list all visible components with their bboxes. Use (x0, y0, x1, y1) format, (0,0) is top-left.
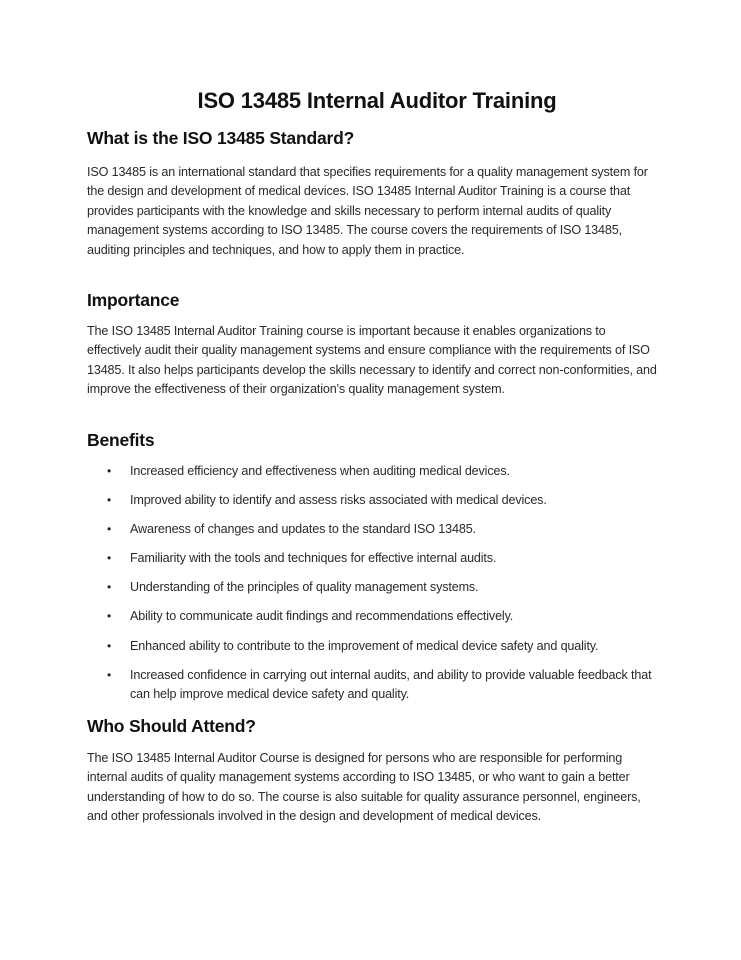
list-item (87, 462, 662, 481)
bullet-icon: • (107, 638, 112, 653)
paragraph-importance: The ISO 13485 Internal Auditor Training course is important because it enables organizations to effectively audit their quality management systems and ensure compliance with the requirements of ISO 13485. It also helps participants develop the skills necessary to identify and correct non-conformities, and improve the effectiveness of their organization's quality management system. (87, 324, 657, 397)
paragraph-what-is-standard: ISO 13485 is an international standard that specifies requirements for a quality management system for the design and development of medical devices. ISO 13485 Internal Auditor Training is a course that provides participants with the knowledge and skills necessary to perform internal audits of quality management systems according to ISO 13485. The course covers the requirements of ISO 13485, auditing principles and techniques, and how to apply them in practice. (87, 165, 648, 257)
list-item-text: Awareness of changes and updates to the standard ISO 13485. (130, 522, 476, 537)
list-item (87, 520, 662, 539)
list-item-text: Increased confidence in carrying out internal audits, and ability to provide valuable feedback that can help improve medical device safety and quality. (130, 667, 652, 702)
list-item (87, 666, 662, 705)
bullet-icon: • (107, 580, 112, 595)
list-item-text: Familiarity with the tools and techniques for effective internal audits. (130, 551, 497, 566)
bullet-icon: • (107, 667, 112, 682)
heading-benefits: Benefits (87, 430, 155, 450)
list-item-text: Increased efficiency and effectiveness when auditing medical devices. (130, 464, 510, 478)
bullet-icon: • (107, 464, 112, 478)
list-item-text: Enhanced ability to contribute to the improvement of medical device safety and quality. (130, 638, 599, 653)
bullet-icon: • (107, 551, 112, 566)
heading-what-is-standard: What is the ISO 13485 Standard? (87, 128, 355, 148)
bullet-icon: • (107, 522, 112, 537)
list-item-text: Improved ability to identify and assess risks associated with medical devices. (130, 493, 547, 508)
list-item (87, 549, 662, 568)
heading-importance: Importance (87, 290, 180, 310)
benefits-list (87, 462, 662, 714)
list-item-text: Ability to communicate audit findings and recommendations effectively. (130, 609, 514, 624)
list-item (87, 491, 662, 510)
bullet-icon: • (107, 493, 112, 508)
list-item (87, 578, 662, 597)
list-item (87, 637, 662, 656)
paragraph-who-should-attend: The ISO 13485 Internal Auditor Course is designed for persons who are responsible for performing internal audits of quality management systems according to ISO 13485, or who want to gain a better understanding of how to do so. The course is also suitable for quality assurance personnel, engineers, and other professionals involved in the design and development of medical devices. (87, 751, 641, 824)
document-title: ISO 13485 Internal Auditor Training (197, 88, 557, 113)
list-item-text: Understanding of the principles of quality management systems. (130, 580, 479, 595)
list-item (87, 607, 662, 626)
heading-who-should-attend: Who Should Attend? (87, 716, 256, 736)
bullet-icon: • (107, 609, 112, 624)
